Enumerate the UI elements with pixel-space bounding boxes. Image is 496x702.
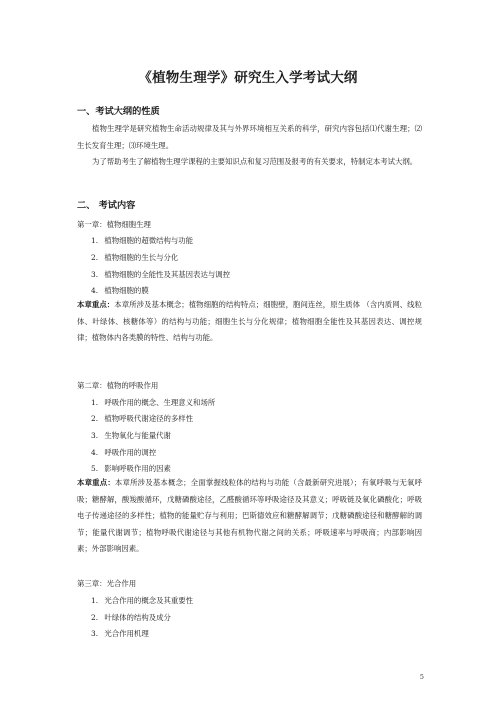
list-item <box>91 397 215 408</box>
list-item <box>91 628 149 639</box>
list-item <box>91 595 193 606</box>
item-text: 植物细胞的生长与分化 <box>104 253 179 262</box>
list-item <box>91 269 230 280</box>
chapter-key-points <box>77 475 422 558</box>
item-number: 3. <box>91 431 99 440</box>
item-text: 影响呼吸作用的因素 <box>104 464 171 473</box>
item-text: 植物细胞的超微结构与功能 <box>104 236 194 245</box>
chapter-title: 第二章：植物的呼吸作用 <box>77 381 159 390</box>
chapter-key-points <box>77 297 422 347</box>
list-item <box>91 612 171 623</box>
chapter-title: 第三章：光合作用 <box>77 579 137 588</box>
key-points-label: 本章重点： <box>77 300 115 309</box>
list-item <box>91 430 171 441</box>
section-paragraph-purpose: 为了帮助考生了解植物生理学课程的主要知识点和复习范围及报考的有关要求，特制定本考试大纲。 <box>92 157 418 166</box>
item-text: 光合作用的概念及其重要性 <box>104 596 194 605</box>
list-item <box>91 235 193 246</box>
item-number: 4. <box>91 286 99 295</box>
list-item <box>91 413 193 424</box>
section-heading-content: 二、 考试内容 <box>77 200 136 211</box>
item-number: 3. <box>91 270 99 279</box>
item-number: 1. <box>91 596 99 605</box>
item-number: 1. <box>91 236 99 245</box>
list-item <box>91 285 149 296</box>
page-number: 5 <box>419 673 424 681</box>
item-text: 植物细胞的全能性及其基因表达与调控 <box>104 270 231 279</box>
item-number: 1. <box>91 398 99 407</box>
item-text: 植物呼吸代谢途径的多样性 <box>104 414 194 423</box>
section-heading-nature: 一、考试大纲的性质 <box>77 106 160 117</box>
item-number: 2. <box>91 253 99 262</box>
key-points-text: 本章所涉及基本概念；植物细胞的结构特点；细胞壁，胞间连丝，原生质体 （含内质网、线粒体、叶绿体、核糖体等）的结构与功能；细胞生长与分化规律；植物细胞全能性及其基因表达、调控规律；植物体内各类膜的特性、结构与功能。 <box>77 300 422 343</box>
item-text: 呼吸作用的调控 <box>104 448 157 457</box>
chapter-title: 第一章：植物细胞生理 <box>77 220 151 229</box>
list-item <box>91 252 178 263</box>
item-text: 呼吸作用的概念、生理意义和场所 <box>104 398 216 407</box>
key-points-label: 本章重点： <box>77 478 115 487</box>
item-number: 3. <box>91 629 99 638</box>
item-number: 2. <box>91 613 99 622</box>
item-number: 5. <box>91 464 99 473</box>
section-paragraph-intro: 植物生理学是研究植物生命活动规律及其与外界环境相互关系的科学，研究内容包括⑴代谢生理；⑵生长发育生理；⑶环境生理。 <box>77 124 422 150</box>
item-number: 4. <box>91 448 99 457</box>
list-item <box>91 447 156 458</box>
item-text: 光合作用机理 <box>104 629 149 638</box>
item-text: 叶绿体的结构及成分 <box>104 613 171 622</box>
page-title: 《植物生理学》研究生入学考试大纲 <box>138 70 358 86</box>
item-text: 生物氧化与能量代谢 <box>104 431 171 440</box>
item-text: 植物细胞的膜 <box>104 286 149 295</box>
item-number: 2. <box>91 414 99 423</box>
key-points-text: 本章所涉及基本概念；全面掌握线粒体的结构与功能（含最新研究进展）；有氧呼吸与无氧呼吸；糖酵解，酸羧酸循环，戊糖磷酸途径，乙醛酸循环等呼吸途径及其意义；呼吸链及氧化磷酸化；呼吸电子传递途径的多样性；植物的能量贮存与利用；巴斯德效应和糖酵解调节；戊糖磷酸途径和糖酵解的调节；能量代谢调节；植物呼吸代谢途径与其他有机物代谢之间的关系；呼吸速率与呼吸商；内部影响因素；外部影响因素。 <box>77 478 422 554</box>
list-item <box>91 463 171 474</box>
